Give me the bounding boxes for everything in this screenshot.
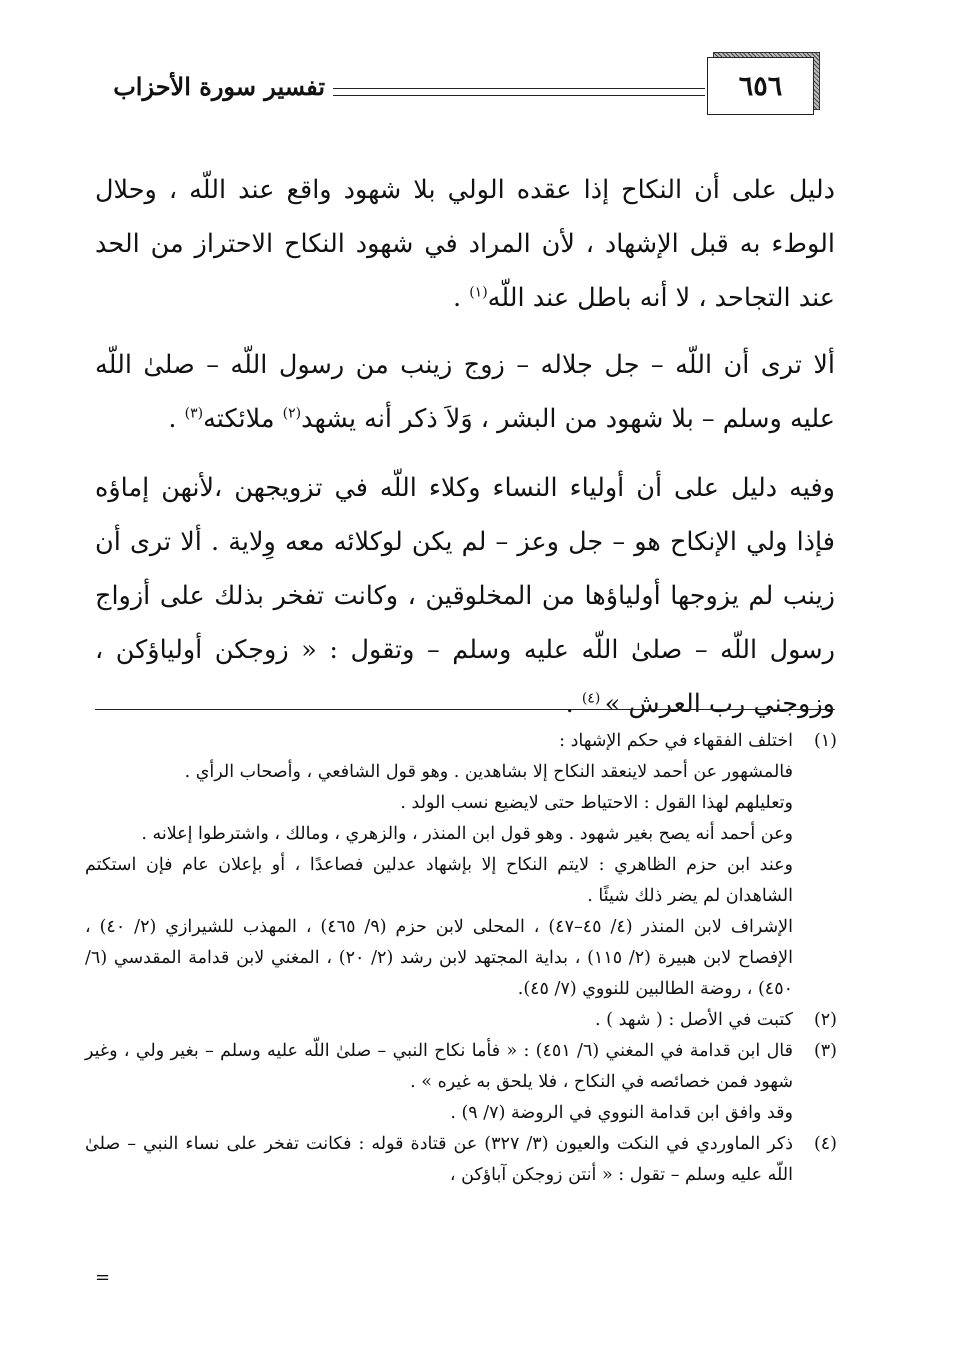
paragraph-3-tail: . xyxy=(565,689,582,719)
paragraph-2-mid: ملائكته xyxy=(203,404,283,434)
footnote-ref-1: (١) xyxy=(469,284,488,301)
paragraph-3-text: وفيه دليل على أن أولياء النساء وكلاء اللّه في تزويجهن ،لأنهن إماؤه فإذا ولي الإنكاح هو – جل وعز – لم يكن لوكلائه معه وِلاية . ألا ترى أن زينب لم يزوجها أولياؤها من المخلوقين ، وكانت تفخر بذلك على أزواج رسول اللّه – صلىٰ اللّه عليه وسلم – وتقول : « زوجكن أولياؤكن ، وزوجني رب العرش » xyxy=(95,473,835,719)
paragraph-2 xyxy=(95,338,835,446)
paragraph-2-tail: . xyxy=(168,404,185,434)
page-number: ٦٥٦ xyxy=(738,70,783,102)
footnote-4-number: (٤) xyxy=(813,1134,837,1154)
footnote-1-line: اختلف الفقهاء في حكم الإشهاد : xyxy=(559,731,793,751)
paragraph-1 xyxy=(95,163,835,325)
footnote-1-number: (١) xyxy=(813,731,837,751)
footnote-ref-4: (٤) xyxy=(581,690,605,707)
footnote-2-number: (٢) xyxy=(813,1010,837,1030)
footnote-ref-3: (٣) xyxy=(184,405,204,422)
footnote-1 xyxy=(85,726,837,757)
paragraph-1-text: دليل على أن النكاح إذا عقده الولي بلا شهود واقع عند اللّه ، وحلال الوطء به قبل الإشهاد ، لأن المراد في شهود النكاح الاحتراز من الحد عند التجاحد ، لا أنه باطل عند اللّه xyxy=(95,175,835,313)
footnote-1-line: الإشراف لابن المنذر (٤/ ٤٥–٤٧) ، المحلى لابن حزم (٩/ ٤٦٥) ، المهذب للشيرازي (٢/ ٤٠) ، الإفصاح لابن هبيرة (٢/ ١١٥) ، بداية المجتهد لابن رشد (٢/ ٢٠) ، المغني لابن قدامة المقدسي (٦/ ٤٥٠) ، روضة الطالبين للنووي (٧/ ٤٥). xyxy=(85,917,793,999)
footnote-ref-2: (٢) xyxy=(282,405,302,422)
footnote-2 xyxy=(85,1005,837,1036)
footnote-4-line: ذكر الماوردي في النكت والعيون (٣/ ٣٢٧) عن قتادة قوله : فكانت تفخر على نساء النبي – صلىٰ اللّه عليه وسلم – تقول : « أنتن زوجكن آباؤكن ، xyxy=(85,1134,793,1185)
paragraph-2-text: ألا ترى أن اللّه – جل جلاله – زوج زينب من رسول اللّه – صلىٰ اللّه عليه وسلم – بلا شهود من البشر ، وَلاَ ذكر أنه يشهد xyxy=(95,350,835,434)
continuation-mark: = xyxy=(95,1267,111,1288)
footnote-2-line: كتبت في الأصل : ( شهد ) . xyxy=(595,1010,793,1030)
footnote-1-line: وتعليلهم لهذا القول : الاحتياط حتى لايضيع نسب الولد . xyxy=(400,793,793,813)
paragraph-3 xyxy=(95,461,835,731)
paragraph-1-tail: . xyxy=(452,283,470,313)
page-number-box xyxy=(707,57,814,115)
footnote-separator xyxy=(95,709,835,710)
footnote-3-line: وقد وافق ابن قدامة النووي في الروضة (٧/ ٩) . xyxy=(450,1103,793,1123)
running-title: تفسير سورة الأحزاب xyxy=(113,72,325,101)
footnote-4 xyxy=(85,1129,837,1191)
footnote-3-line: قال ابن قدامة في المغني (٦/ ٤٥١) : « فأما نكاح النبي – صلىٰ اللّه عليه وسلم – بغير ولي ، وغير شهود فمن خصائصه في النكاح ، فلا يلحق به غيره » . xyxy=(85,1041,793,1092)
footnote-1-line: وعند ابن حزم الظاهري : لايتم النكاح إلا بإشهاد عدلين فصاعدًا ، أو بإعلان عام فإن استكتم الشاهدان لم يضر ذلك شيئًا . xyxy=(85,855,793,906)
footnote-3 xyxy=(85,1036,837,1098)
header-rule xyxy=(333,88,705,96)
footnote-1-line: وعن أحمد أنه يصح بغير شهود . وهو قول ابن المنذر ، والزهري ، ومالك ، واشترطوا إعلانه . xyxy=(141,824,793,844)
footnotes xyxy=(85,726,837,1191)
footnote-1-line: فالمشهور عن أحمد لاينعقد النكاح إلا بشاهدين . وهو قول الشافعي ، وأصحاب الرأي . xyxy=(184,762,793,782)
footnote-3-number: (٣) xyxy=(813,1041,837,1061)
